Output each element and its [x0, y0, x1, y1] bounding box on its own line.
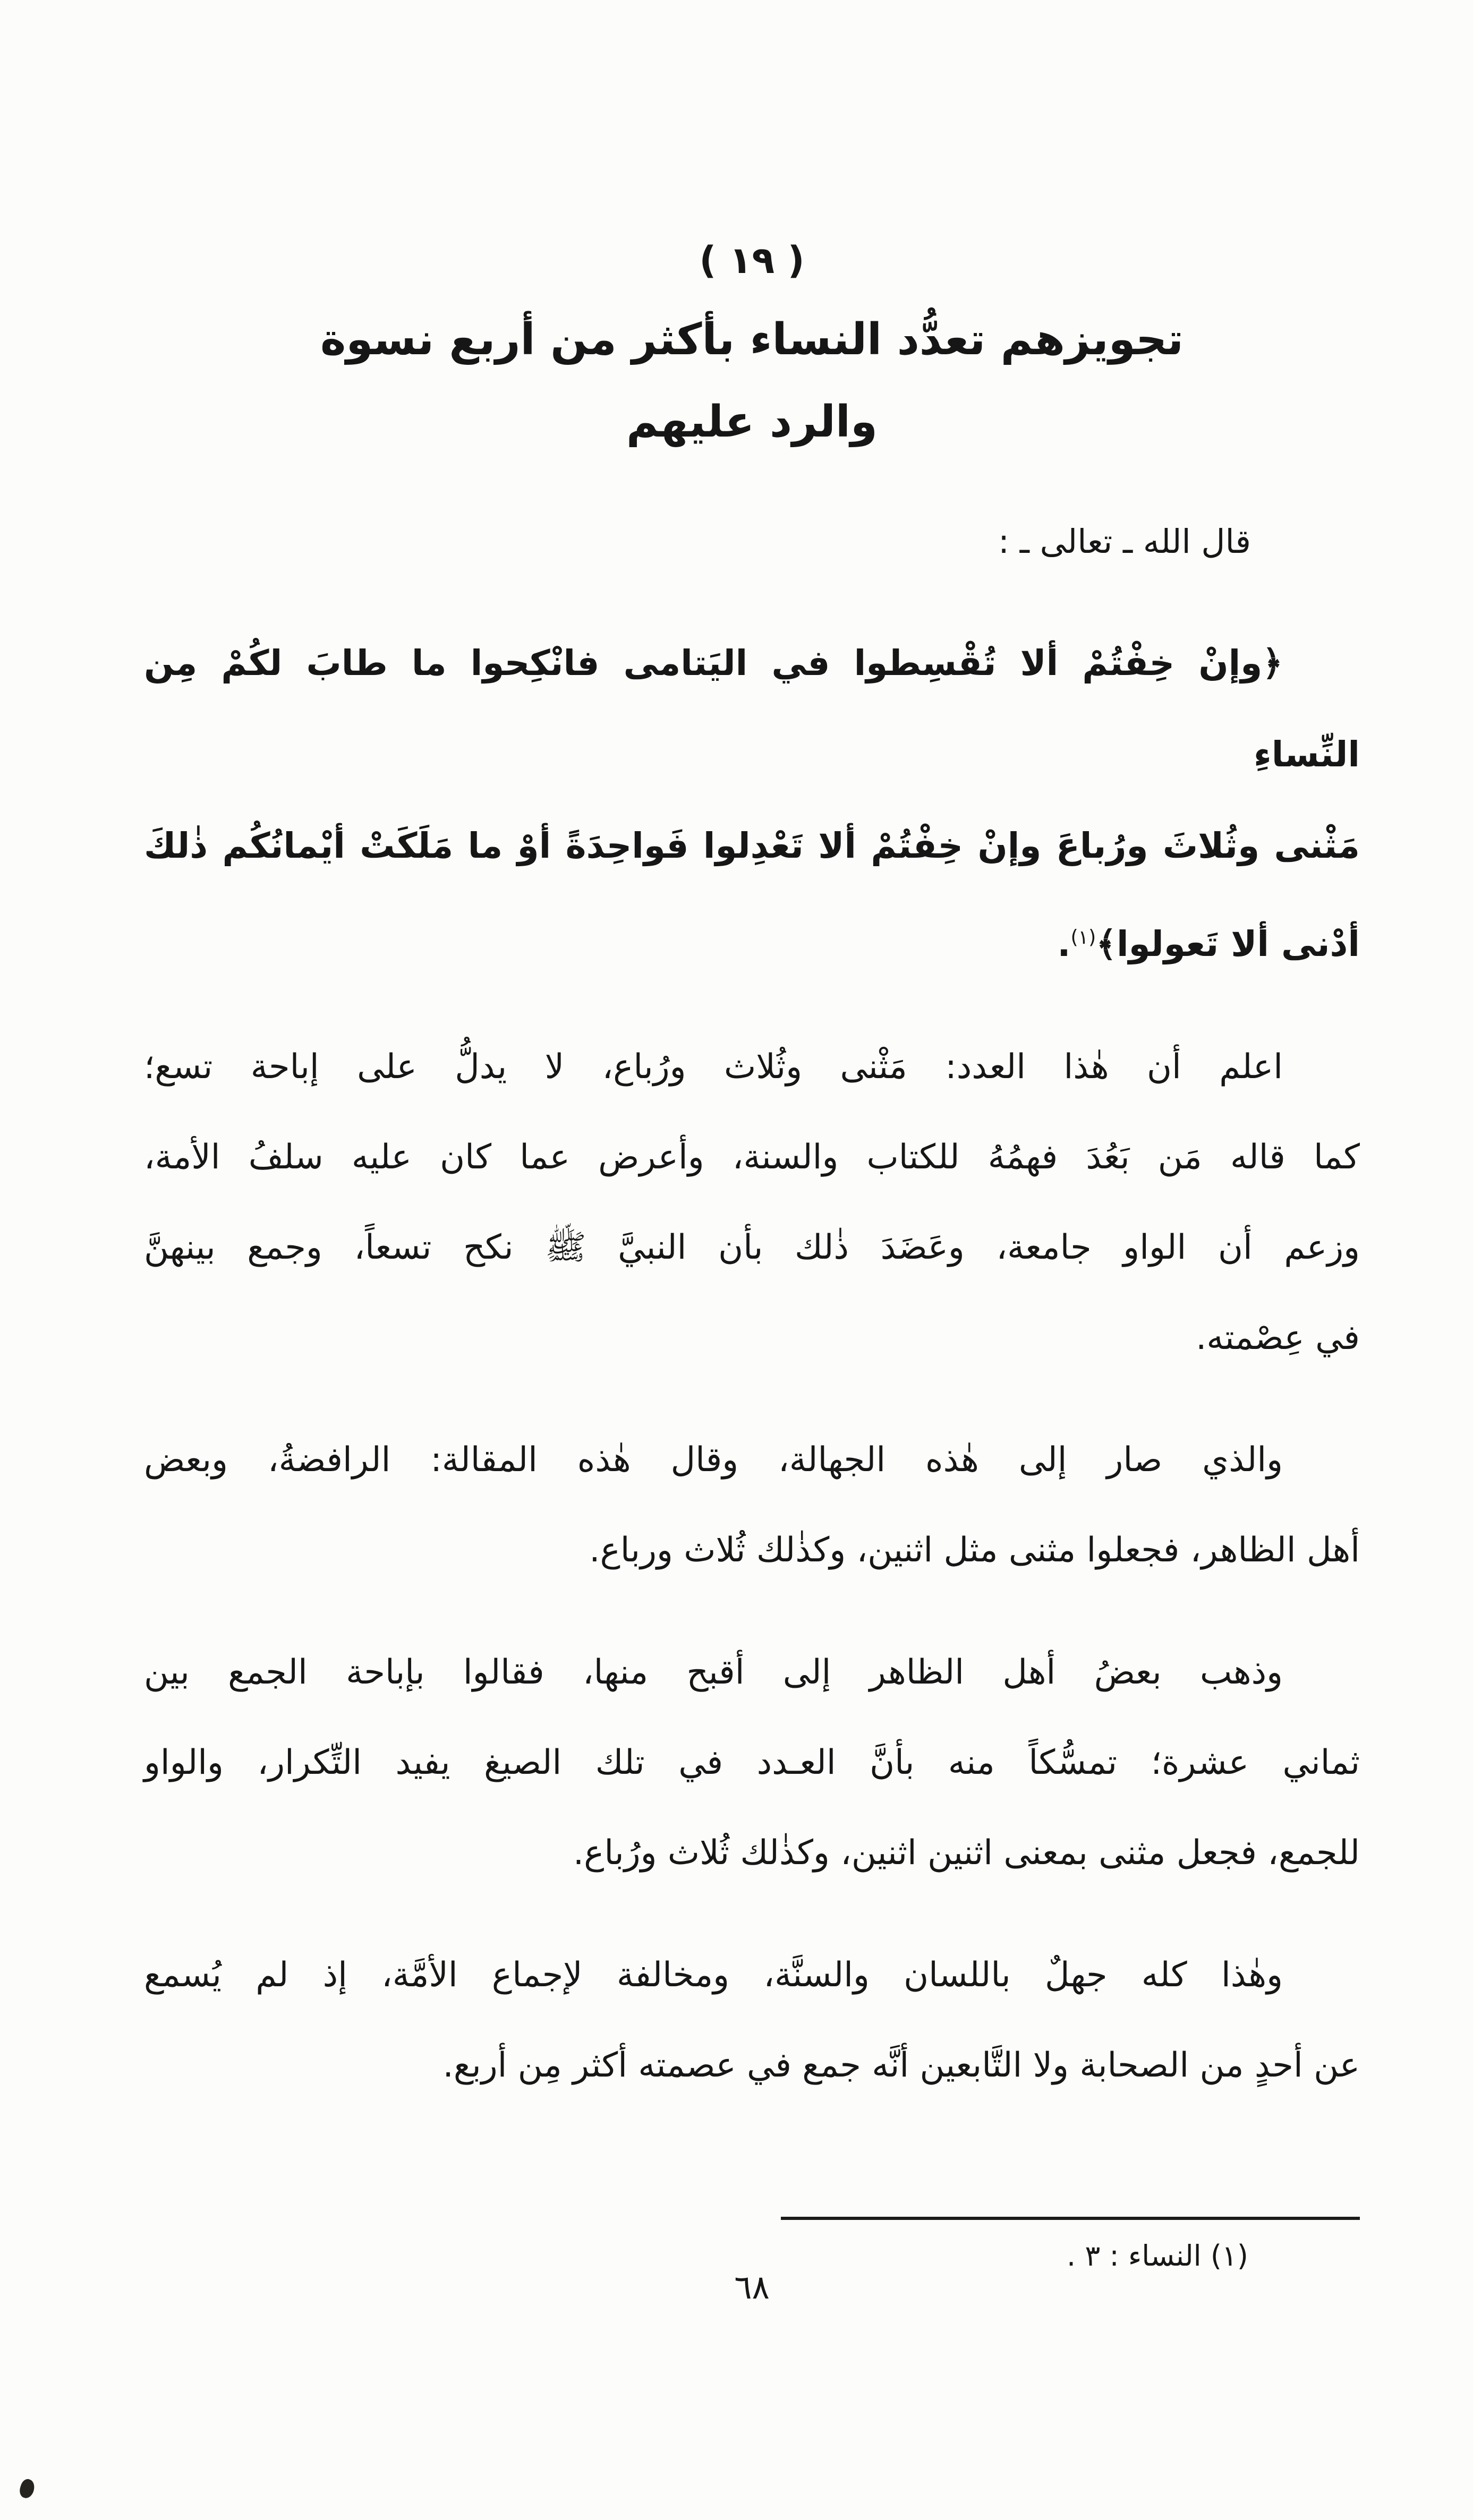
paragraph-1: [144, 1022, 1360, 1383]
paragraph-2: [144, 1415, 1360, 1595]
paragraph-4: [144, 1930, 1360, 2111]
text-line: للجمع، فجعل مثنى بمعنى اثنين اثنين، وكذٰلك ثُلاث ورُباع.: [573, 1833, 1360, 1873]
text-line: عن أحدٍ من الصحابة ولا التَّابعين أنَّه جمع في عصمته أكثر مِن أربع.: [442, 2046, 1360, 2085]
intro-phrase: قال الله ـ تعالى ـ :: [998, 522, 1251, 561]
footnote-text: (١) النساء : ٣ .: [1067, 2239, 1248, 2273]
scan-artifact: [18, 2478, 37, 2500]
text-line: وذهب بعضُ أهل الظاهر إلى أقبح منها، فقالوا بإباحة الجمع بين: [144, 1653, 1283, 1692]
verse-line: ﴿وإنْ خِفْتُمْ ألا تُقْسِطوا في اليَتامى فانْكِحوا ما طابَ لكُمْ مِن النِّساءِ: [144, 643, 1360, 775]
text-line: في عِصْمته.: [1196, 1318, 1360, 1357]
chapter-title-line1: تجويزهم تعدُّد النساء بأكثر من أربع نسوة: [320, 314, 1184, 365]
text-line: اعلم أن هٰذا العدد: مَثْنى وثُلاث ورُباع، لا يدلُّ على إباحة تسع؛: [144, 1047, 1283, 1087]
paragraph-3: [144, 1627, 1360, 1898]
text-line: وزعم أن الواو جامعة، وعَضَدَ ذٰلك بأن النبيَّ ﷺ نكح تسعاً، وجمع بينهنَّ: [144, 1228, 1360, 1267]
text-line: وهٰذا كله جهلٌ باللسان والسنَّة، ومخالفة لإجماع الأمَّة، إذ لم يُسمع: [144, 1955, 1283, 1995]
chapter-number: ( ١٩ ): [699, 238, 805, 282]
text-line: كما قاله مَن بَعُدَ فهمُهُ للكتاب والسنة، وأعرض عما كان عليه سلفُ الأمة،: [144, 1138, 1360, 1177]
page-number: ٦٨: [734, 2268, 770, 2307]
verse-line: [144, 892, 1360, 990]
verse-last-line-text: أدْنى ألا تَعولوا﴾: [1096, 924, 1360, 964]
chapter-title-line2: والرد عليهم: [626, 397, 878, 447]
verse-period: .: [1057, 924, 1071, 964]
verse-line: مَثْنى وثُلاثَ ورُباعَ وإنْ خِفْتُمْ ألا تَعْدِلوا فَواحِدَةً أوْ ما مَلَكَتْ أيْمانُكُم ذٰلكَ: [144, 825, 1360, 866]
page-content: [144, 234, 1360, 2277]
text-line: ثماني عشرة؛ تمسُّكاً منه بأنَّ العـدد في تلك الصيغ يفيد التِّكرار، والواو: [144, 1743, 1360, 1782]
footnote-marker: (١): [1070, 926, 1096, 949]
text-line: والذي صار إلى هٰذه الجهالة، وقال هٰذه المقالة: الرافضةُ، وبعض: [144, 1440, 1283, 1480]
quran-verse: [144, 618, 1360, 990]
text-line: أهل الظاهر، فجعلوا مثنى مثل اثنين، وكذٰلك ثُلاث ورباع.: [589, 1531, 1360, 1570]
footnote-separator: [781, 2217, 1360, 2220]
